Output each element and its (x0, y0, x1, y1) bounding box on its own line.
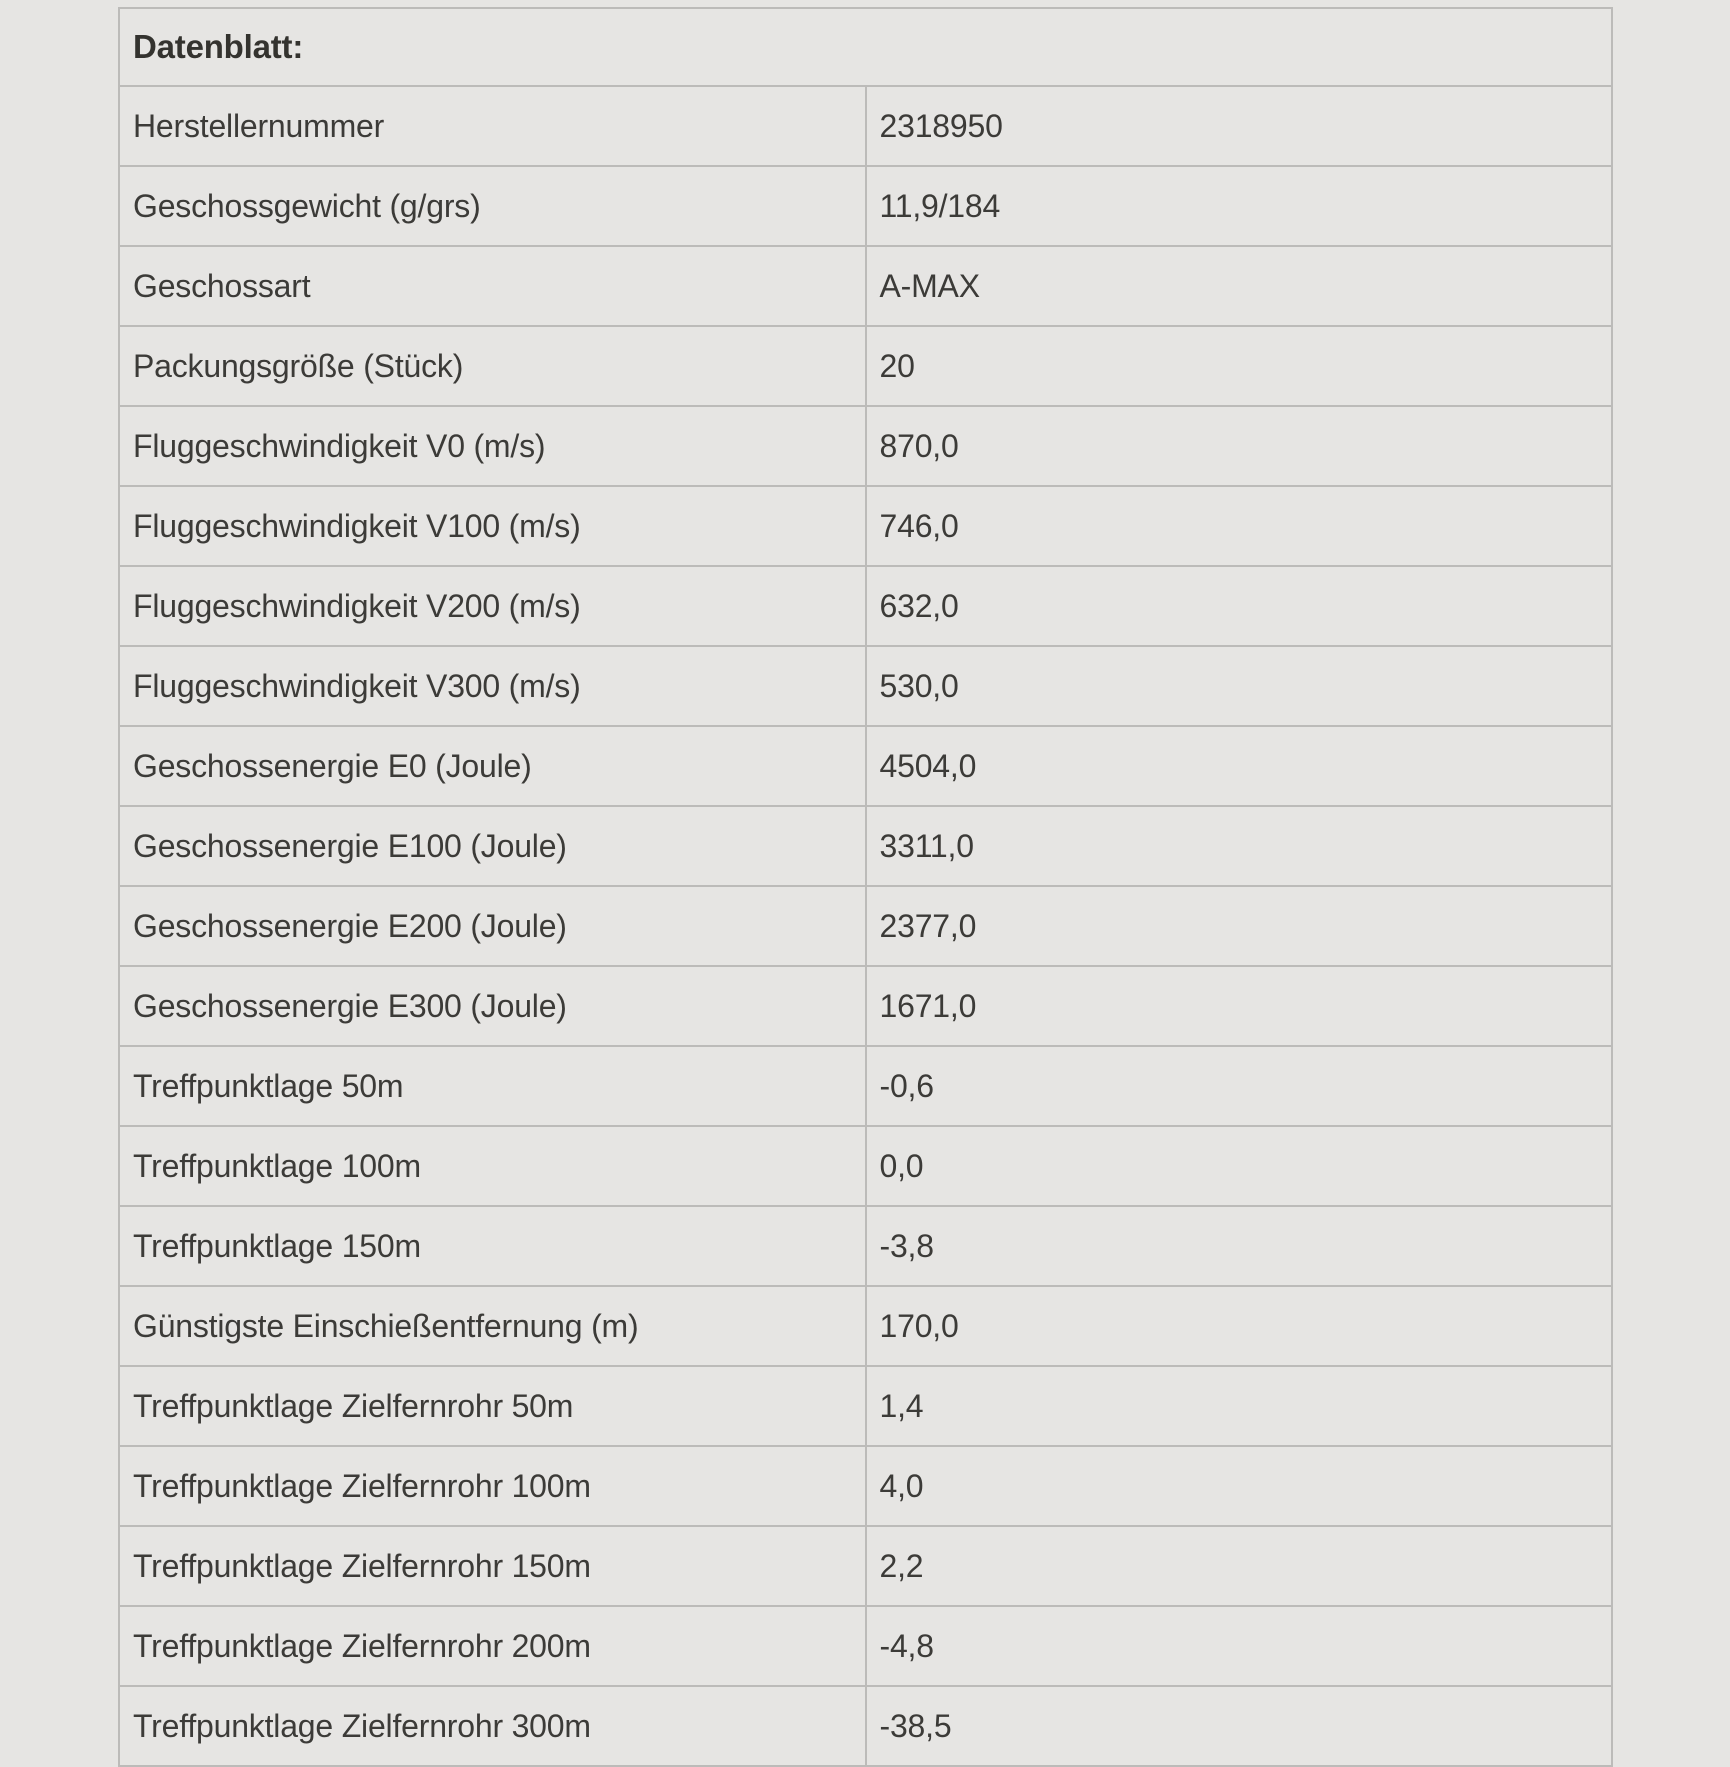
datasheet-body (119, 8, 1612, 1766)
spec-label: Treffpunktlage Zielfernrohr 50m (119, 1366, 866, 1446)
spec-label: Fluggeschwindigkeit V200 (m/s) (119, 566, 866, 646)
spec-row (119, 1446, 1612, 1526)
spec-row (119, 886, 1612, 966)
spec-label: Geschossenergie E200 (Joule) (119, 886, 866, 966)
spec-label: Fluggeschwindigkeit V100 (m/s) (119, 486, 866, 566)
spec-value: 746,0 (866, 486, 1613, 566)
spec-row (119, 726, 1612, 806)
spec-value: 3311,0 (866, 806, 1613, 886)
spec-row (119, 566, 1612, 646)
spec-row (119, 1606, 1612, 1686)
spec-value: 4,0 (866, 1446, 1613, 1526)
spec-row (119, 646, 1612, 726)
spec-value: 4504,0 (866, 726, 1613, 806)
spec-label: Fluggeschwindigkeit V300 (m/s) (119, 646, 866, 726)
spec-row (119, 806, 1612, 886)
spec-label: Günstigste Einschießentfernung (m) (119, 1286, 866, 1366)
spec-row (119, 86, 1612, 166)
spec-label: Geschossenergie E100 (Joule) (119, 806, 866, 886)
spec-row (119, 1686, 1612, 1766)
spec-value: 20 (866, 326, 1613, 406)
spec-row (119, 486, 1612, 566)
spec-row (119, 1366, 1612, 1446)
spec-value: 170,0 (866, 1286, 1613, 1366)
spec-label: Geschossart (119, 246, 866, 326)
datasheet-table (118, 7, 1613, 1767)
spec-value: -4,8 (866, 1606, 1613, 1686)
spec-label: Treffpunktlage Zielfernrohr 300m (119, 1686, 866, 1766)
spec-value: A-MAX (866, 246, 1613, 326)
spec-row (119, 246, 1612, 326)
spec-value: 0,0 (866, 1126, 1613, 1206)
spec-label: Packungsgröße (Stück) (119, 326, 866, 406)
spec-row (119, 1126, 1612, 1206)
spec-row (119, 1286, 1612, 1366)
spec-value: 870,0 (866, 406, 1613, 486)
spec-row (119, 1206, 1612, 1286)
spec-row (119, 326, 1612, 406)
spec-label: Treffpunktlage Zielfernrohr 100m (119, 1446, 866, 1526)
spec-row (119, 406, 1612, 486)
spec-label: Treffpunktlage 50m (119, 1046, 866, 1126)
spec-value: 1671,0 (866, 966, 1613, 1046)
spec-value: -3,8 (866, 1206, 1613, 1286)
spec-label: Geschossgewicht (g/grs) (119, 166, 866, 246)
datasheet-title: Datenblatt: (119, 8, 1612, 86)
spec-value: 1,4 (866, 1366, 1613, 1446)
spec-row (119, 1046, 1612, 1126)
spec-label: Geschossenergie E0 (Joule) (119, 726, 866, 806)
spec-value: 2,2 (866, 1526, 1613, 1606)
spec-label: Treffpunktlage Zielfernrohr 150m (119, 1526, 866, 1606)
spec-value: 2377,0 (866, 886, 1613, 966)
spec-value: 530,0 (866, 646, 1613, 726)
spec-label: Geschossenergie E300 (Joule) (119, 966, 866, 1046)
spec-label: Treffpunktlage 100m (119, 1126, 866, 1206)
spec-value: -0,6 (866, 1046, 1613, 1126)
spec-row (119, 966, 1612, 1046)
spec-value: 11,9/184 (866, 166, 1613, 246)
spec-value: -38,5 (866, 1686, 1613, 1766)
spec-value: 2318950 (866, 86, 1613, 166)
spec-row (119, 1526, 1612, 1606)
spec-value: 632,0 (866, 566, 1613, 646)
spec-label: Treffpunktlage 150m (119, 1206, 866, 1286)
spec-row (119, 166, 1612, 246)
spec-label: Treffpunktlage Zielfernrohr 200m (119, 1606, 866, 1686)
datasheet-title-row (119, 8, 1612, 86)
spec-label: Herstellernummer (119, 86, 866, 166)
spec-label: Fluggeschwindigkeit V0 (m/s) (119, 406, 866, 486)
